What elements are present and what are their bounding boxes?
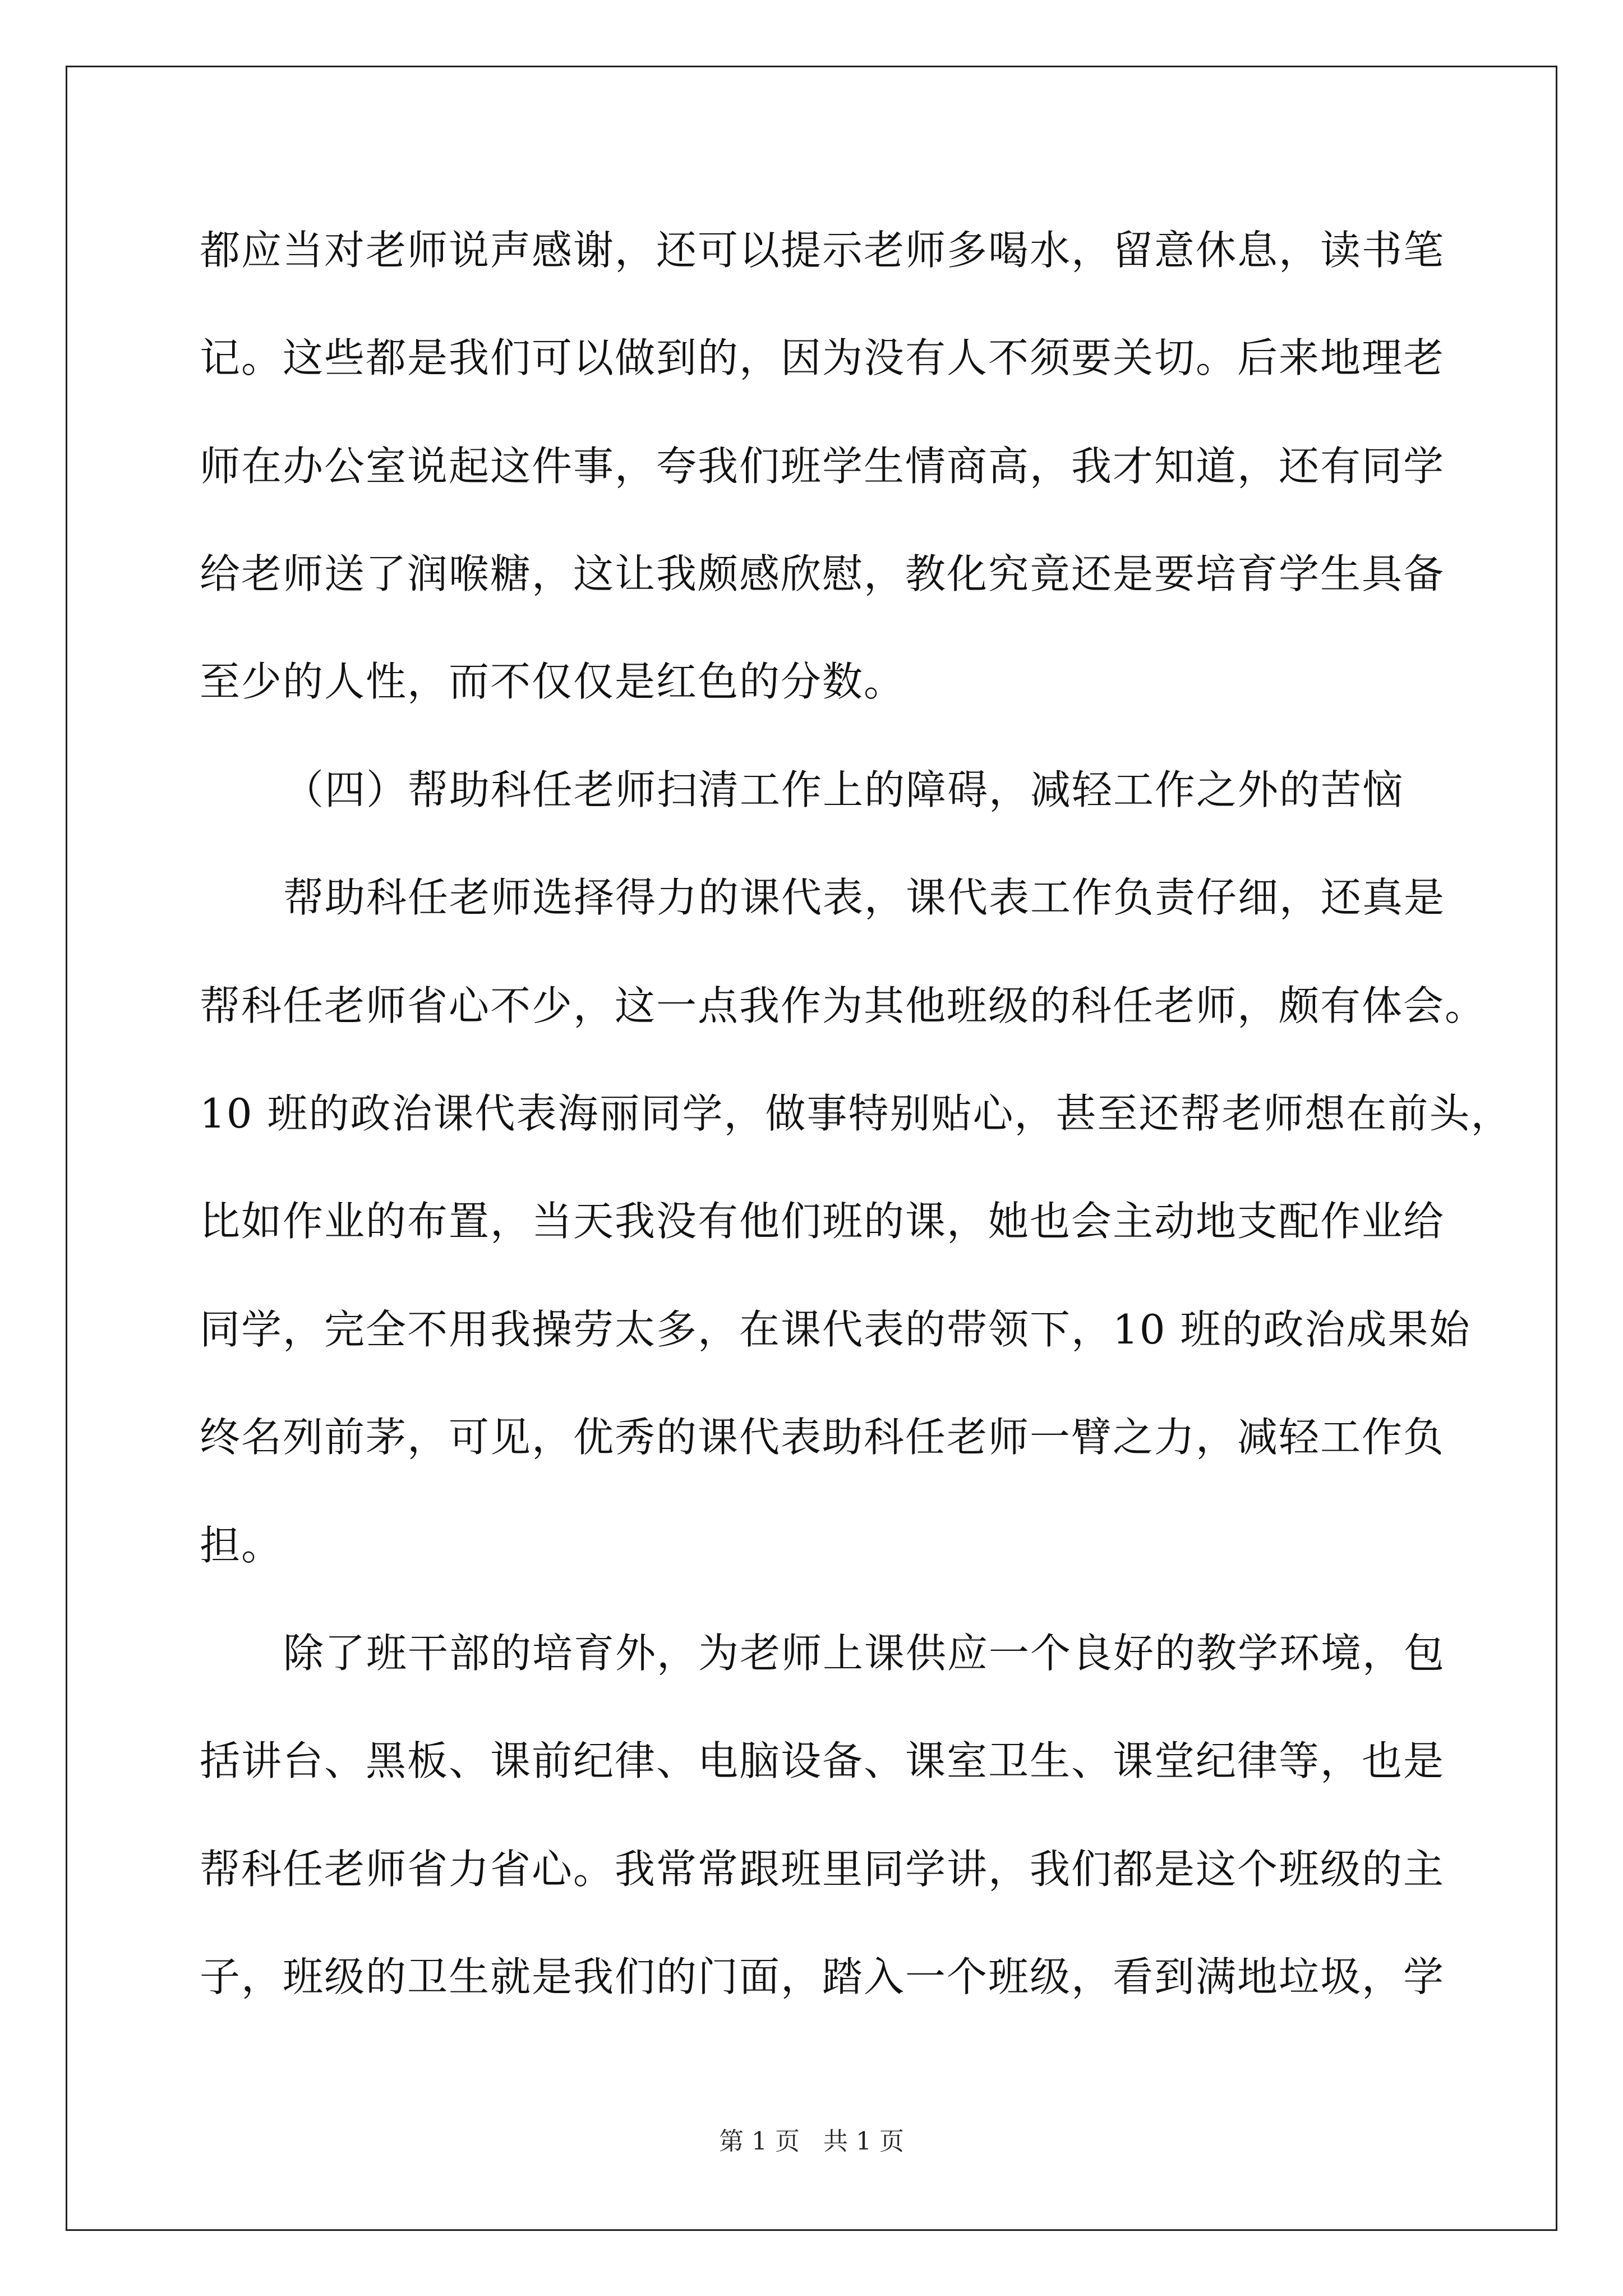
body-line-12: 终名列前茅，可见，优秀的课代表助科任老师一臂之力，减轻工作负 bbox=[200, 1414, 1445, 1461]
body-line-15: 括讲台、黑板、课前纪律、电脑设备、课室卫生、课堂纪律等，也是 bbox=[200, 1737, 1445, 1784]
body-line-9: 10 班的政治课代表海丽同学，做事特别贴心，甚至还帮老师想在前头， bbox=[200, 1090, 1513, 1137]
body-line-1: 都应当对老师说声感谢，还可以提示老师多喝水，留意休息，读书笔 bbox=[200, 227, 1445, 274]
page-number: 第 1 页 bbox=[719, 2127, 800, 2156]
body-line-17: 子，班级的卫生就是我们的门面，踏入一个班级，看到满地垃圾，学 bbox=[200, 1953, 1445, 2000]
body-line-4: 给老师送了润喉糖，这让我颇感欣慰，教化究竟还是要培育学生具备 bbox=[200, 550, 1445, 597]
page-border bbox=[66, 66, 1557, 2231]
body-line-3: 师在办公室说起这件事，夸我们班学生情商高，我才知道，还有同学 bbox=[200, 443, 1445, 490]
section-heading: （四）帮助科任老师扫清工作上的障碍，减轻工作之外的苦恼 bbox=[283, 766, 1404, 813]
body-line-8: 帮科任老师省心不少，这一点我作为其他班级的科任老师，颇有体会。 bbox=[200, 982, 1487, 1029]
body-line-5: 至少的人性，而不仅仅是红色的分数。 bbox=[200, 658, 906, 705]
body-line-2: 记。这些都是我们可以做到的，因为没有人不须要关切。后来地理老 bbox=[200, 334, 1445, 381]
body-line-14: 除了班干部的培育外，为老师上课供应一个良好的教学环境，包 bbox=[283, 1630, 1446, 1677]
body-line-16: 帮科任老师省力省心。我常常跟班里同学讲，我们都是这个班级的主 bbox=[200, 1846, 1445, 1893]
page-total: 共 1 页 bbox=[823, 2127, 904, 2156]
body-line-10: 比如作业的布置，当天我没有他们班的课，她也会主动地支配作业给 bbox=[200, 1198, 1445, 1245]
body-line-11: 同学，完全不用我操劳太多，在课代表的带领下，10 班的政治成果始 bbox=[200, 1306, 1471, 1353]
body-line-13: 担。 bbox=[200, 1522, 283, 1569]
body-line-7: 帮助科任老师选择得力的课代表，课代表工作负责仔细，还真是 bbox=[283, 874, 1446, 921]
page-footer bbox=[0, 2125, 1623, 2159]
